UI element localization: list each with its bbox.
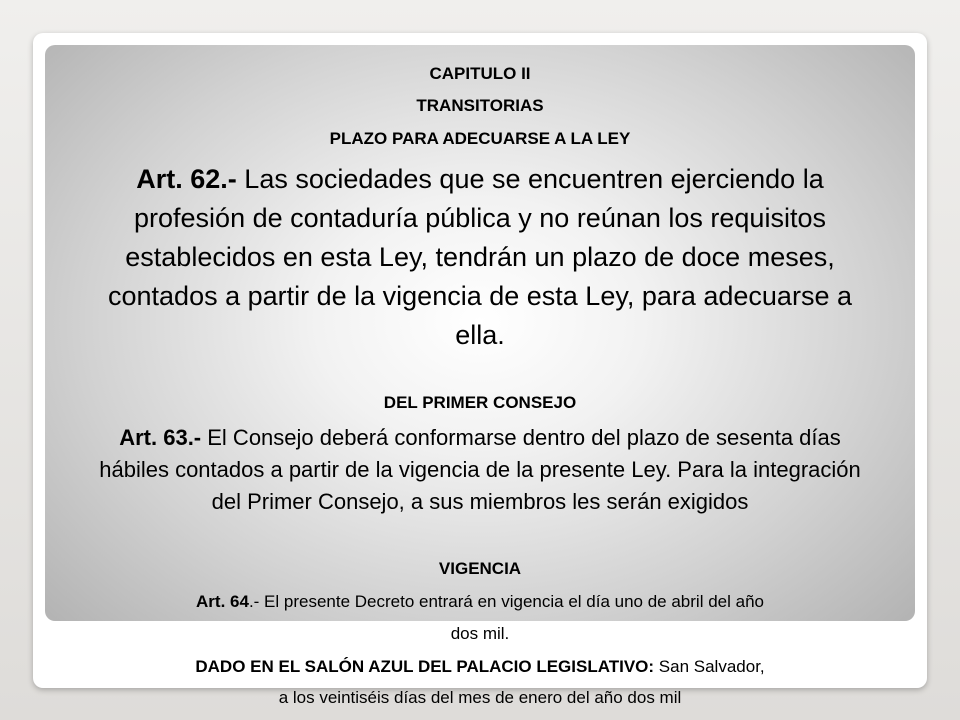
article-63-line bbox=[0, 422, 960, 453]
vigencia-heading: VIGENCIA bbox=[438, 559, 522, 578]
article-64-label: Art. 64 bbox=[196, 592, 249, 611]
closing-text: San Salvador, bbox=[654, 657, 765, 676]
article-64-text: .- El presente Decreto entrará en vigencia el día uno de abril del año bbox=[248, 592, 764, 611]
closing-line: a los veintiséis días del mes de enero del año dos mil bbox=[278, 688, 682, 707]
section-heading: TRANSITORIAS bbox=[416, 96, 544, 115]
council-heading: DEL PRIMER CONSEJO bbox=[383, 393, 577, 412]
article-64-line bbox=[0, 589, 960, 615]
closing-line bbox=[0, 654, 960, 680]
closing-label: DADO EN EL SALÓN AZUL DEL PALACIO LEGISLATIVO: bbox=[195, 657, 655, 676]
article-63-text: El Consejo deberá conformarse dentro del plazo de sesenta días bbox=[201, 425, 841, 450]
article-64-line: dos mil. bbox=[450, 624, 510, 643]
article-63-line: del Primer Consejo, a sus miembros les serán exigidos bbox=[211, 489, 749, 514]
article-62-label: Art. 62.- bbox=[136, 164, 237, 194]
article-62-line bbox=[0, 161, 960, 198]
article-63-line: hábiles contados a partir de la vigencia de la presente Ley. Para la integración bbox=[99, 457, 861, 482]
article-63-label: Art. 63.- bbox=[119, 425, 202, 450]
article-62-line: profesión de contaduría pública y no reúnan los requisitos bbox=[134, 203, 826, 233]
article-62-text: Las sociedades que se encuentren ejerciendo la bbox=[236, 164, 824, 194]
article-62-line: contados a partir de la vigencia de esta Ley, para adecuarse a bbox=[108, 281, 852, 311]
deadline-heading: PLAZO PARA ADECUARSE A LA LEY bbox=[329, 129, 631, 148]
article-62-line: ella. bbox=[455, 320, 505, 350]
article-62-line: establecidos en esta Ley, tendrán un plazo de doce meses, bbox=[125, 242, 835, 272]
chapter-heading: CAPITULO II bbox=[429, 64, 531, 83]
